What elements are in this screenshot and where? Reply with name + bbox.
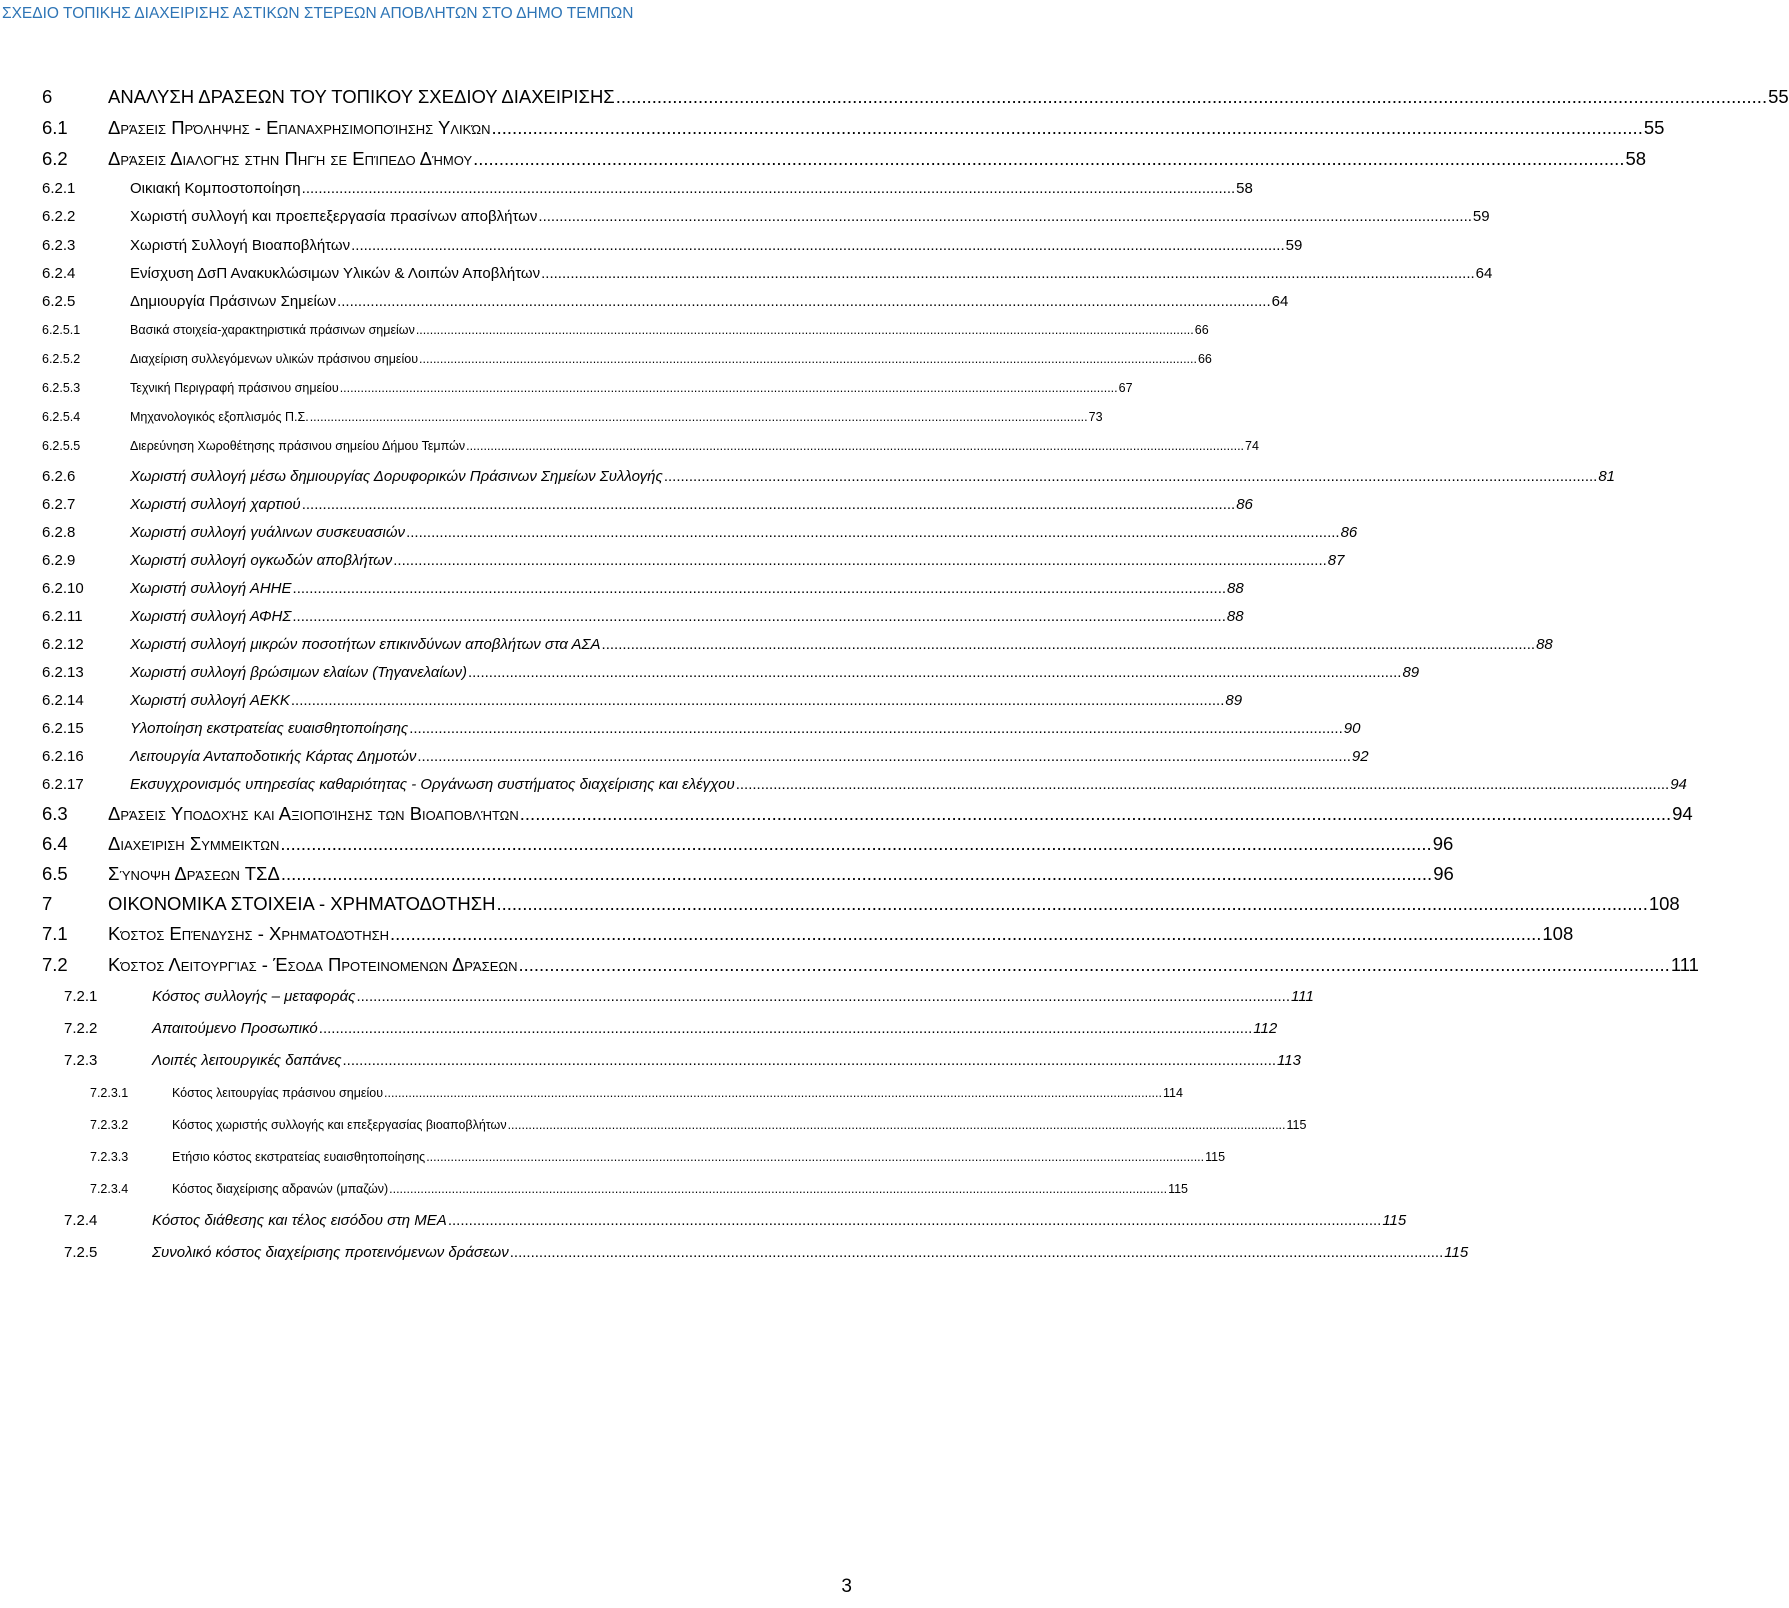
toc-entry[interactable] bbox=[42, 410, 1103, 432]
toc-title: Χωριστή συλλογή γυάλινων συσκευασιών bbox=[130, 524, 406, 541]
toc-number: 6.2.5 bbox=[42, 293, 76, 310]
toc-entry[interactable] bbox=[64, 1244, 1469, 1268]
toc-page: 59 bbox=[1472, 208, 1490, 225]
toc-title: Διαχείριση Συμμεικτων bbox=[108, 833, 280, 854]
toc-entry[interactable] bbox=[64, 1212, 1407, 1236]
toc-number: 7.2.5 bbox=[64, 1244, 98, 1261]
toc-page: 96 bbox=[1432, 833, 1454, 854]
toc-page: 88 bbox=[1227, 580, 1244, 597]
toc-number: 6.2.17 bbox=[42, 776, 84, 793]
toc-page: 115 bbox=[1286, 1118, 1307, 1132]
toc-number: 7.2.1 bbox=[64, 988, 98, 1005]
toc-page: 89 bbox=[1225, 692, 1243, 709]
toc-number: 6.2.13 bbox=[42, 664, 84, 681]
toc-page: 94 bbox=[1672, 803, 1693, 824]
toc-entry[interactable] bbox=[42, 352, 1212, 374]
toc-leader bbox=[416, 323, 1194, 337]
toc-page: 66 bbox=[1197, 352, 1212, 366]
toc-page: 88 bbox=[1226, 608, 1244, 625]
toc-leader bbox=[520, 803, 1671, 825]
toc-number: 6.2 bbox=[42, 148, 68, 169]
toc-number: 7.2.4 bbox=[64, 1212, 98, 1229]
toc-number: 7.2 bbox=[42, 954, 68, 975]
toc-number: 6.2.9 bbox=[42, 552, 76, 569]
toc-entry[interactable] bbox=[42, 923, 1574, 949]
toc-number: 6.5 bbox=[42, 863, 68, 884]
toc-leader bbox=[409, 720, 1343, 737]
toc-leader bbox=[417, 748, 1351, 765]
toc-entry[interactable] bbox=[90, 1182, 1189, 1204]
toc-leader bbox=[473, 148, 1624, 170]
toc-title: Απαιτούμενο Προσωπικό bbox=[152, 1020, 318, 1037]
toc-number: 7.2.2 bbox=[64, 1020, 98, 1037]
toc-title: Δράσεις Υποδοχής και Αξιοποίησης των Βιοαποβλήτων bbox=[108, 803, 519, 824]
toc-page: 58 bbox=[1625, 148, 1647, 169]
toc-leader bbox=[492, 117, 1643, 139]
toc-title: Συνολικό κόστος διαχείρισης προτεινόμενων δράσεων bbox=[152, 1244, 509, 1261]
toc-entry[interactable] bbox=[42, 954, 1699, 980]
toc-entry[interactable] bbox=[90, 1086, 1183, 1108]
toc-leader bbox=[340, 381, 1118, 395]
toc-leader bbox=[664, 468, 1598, 485]
toc-page: 86 bbox=[1236, 496, 1253, 513]
toc-page: 115 bbox=[1444, 1244, 1469, 1261]
toc-title: Λειτουργία Ανταποδοτικής Κάρτας Δημοτών bbox=[130, 748, 417, 765]
toc-page: 55 bbox=[1768, 86, 1789, 107]
toc-leader bbox=[389, 1182, 1167, 1196]
toc-title: Κόστος Λειτουργίας - Έσοδα Προτεινομενων Δράσεων bbox=[108, 954, 518, 975]
toc-number: 6.2.5.4 bbox=[42, 410, 81, 424]
toc-title: Κόστος λειτουργίας πράσινου σημείου bbox=[172, 1086, 384, 1100]
toc-title: Δράσεις Πρόληψης - Επαναχρησιμοποίησης Υλικών bbox=[108, 117, 491, 138]
toc-page: 96 bbox=[1433, 863, 1454, 884]
toc-leader bbox=[736, 776, 1670, 793]
toc-title: Λοιπές λειτουργικές δαπάνες bbox=[152, 1052, 342, 1069]
toc-number: 6.2.4 bbox=[42, 265, 76, 282]
toc-title: Κόστος Επένδυσης - Χρηματοδότηση bbox=[108, 923, 390, 944]
toc-page: 108 bbox=[1648, 893, 1680, 914]
toc-number: 7.2.3.2 bbox=[90, 1118, 129, 1132]
toc-page: 73 bbox=[1088, 410, 1103, 424]
toc-title: ΑΝΑΛΥΣΗ ΔΡΑΣΕΩΝ ΤΟΥ ΤΟΠΙΚΟΥ ΣΧΕΔΙΟΥ ΔΙΑΧΕΙΡΙΣΗΣ bbox=[108, 86, 615, 107]
toc-entry[interactable] bbox=[42, 180, 1253, 204]
toc-title: Υλοποίηση εκστρατείας ευαισθητοποίησης bbox=[130, 720, 409, 737]
toc-number: 7.2.3.1 bbox=[90, 1086, 129, 1100]
toc-page: 111 bbox=[1670, 954, 1699, 975]
toc-number: 6.2.16 bbox=[42, 748, 84, 765]
toc-page: 94 bbox=[1670, 776, 1687, 793]
toc-number: 6.2.10 bbox=[42, 580, 84, 597]
toc-title: ΟΙΚΟΝΟΜΙΚΑ ΣΤΟΙΧΕΙΑ - ΧΡΗΜΑΤΟΔΟΤΗΣΗ bbox=[108, 893, 496, 914]
toc-page: 64 bbox=[1271, 293, 1289, 310]
toc-number: 6.2.14 bbox=[42, 692, 84, 709]
toc-title: Κόστος διαχείρισης αδρανών (μπαζών) bbox=[172, 1182, 389, 1196]
toc-page: 90 bbox=[1343, 720, 1361, 737]
toc-entry[interactable] bbox=[90, 1118, 1307, 1140]
toc-page: 88 bbox=[1536, 636, 1553, 653]
toc-entry[interactable] bbox=[42, 893, 1680, 919]
toc-title: Χωριστή συλλογή ΑΗΗΕ bbox=[130, 580, 292, 597]
toc-number: 6.2.15 bbox=[42, 720, 84, 737]
toc-entry[interactable] bbox=[42, 664, 1420, 688]
toc-leader bbox=[468, 664, 1402, 681]
toc-title: Δράσεις Διαλογής στην Πηγή σε Επίπεδο Δήμου bbox=[108, 148, 473, 169]
toc-entry[interactable] bbox=[42, 608, 1244, 632]
toc-leader bbox=[384, 1086, 1162, 1100]
toc-title: Χωριστή συλλογή ΑΦΗΣ bbox=[130, 608, 292, 625]
toc-leader bbox=[356, 988, 1290, 1005]
toc-number: 6.2.1 bbox=[42, 180, 76, 197]
toc-leader bbox=[310, 410, 1088, 424]
toc-page: 89 bbox=[1402, 664, 1420, 681]
toc-title: Οικιακή Κομποστοποίηση bbox=[130, 180, 301, 197]
toc-number: 6.2.5.3 bbox=[42, 381, 81, 395]
toc-title: Χωριστή συλλογή μέσω δημιουργίας Δορυφορικών Πράσινων Σημείων Συλλογής bbox=[130, 468, 663, 485]
page-number: 3 bbox=[841, 1576, 852, 1597]
toc-entry[interactable] bbox=[42, 580, 1244, 604]
toc-title: Χωριστή συλλογή και προεπεξεργασία πρασίνων αποβλήτων bbox=[130, 208, 538, 225]
toc-entry[interactable] bbox=[64, 1052, 1301, 1076]
toc-leader bbox=[302, 180, 1236, 197]
toc-number: 6.2.2 bbox=[42, 208, 76, 225]
toc-number: 6.2.8 bbox=[42, 524, 76, 541]
toc-entry[interactable] bbox=[42, 237, 1303, 261]
toc-entry[interactable] bbox=[42, 803, 1693, 829]
toc-page: 92 bbox=[1351, 748, 1369, 765]
toc-leader bbox=[406, 524, 1340, 541]
toc-page: 59 bbox=[1285, 237, 1303, 254]
toc-page: 87 bbox=[1327, 552, 1345, 569]
toc-entry[interactable] bbox=[42, 692, 1243, 716]
toc-number: 6.2.5.1 bbox=[42, 323, 81, 337]
toc-leader bbox=[448, 1212, 1382, 1229]
toc-title: Χωριστή συλλογή ΑΕΚΚ bbox=[130, 692, 290, 709]
toc-title: Τεχνική Περιγραφή πράσινου σημείου bbox=[130, 381, 339, 395]
toc-leader bbox=[291, 692, 1225, 709]
toc-entry[interactable] bbox=[64, 1020, 1278, 1044]
toc-leader bbox=[602, 636, 1536, 653]
toc-title: Ετήσιο κόστος εκστρατείας ευαισθητοποίησης bbox=[172, 1150, 426, 1164]
toc-title: Διερεύνηση Χωροθέτησης πράσινου σημείου Δήμου Τεμπών bbox=[130, 439, 466, 453]
toc-entry[interactable] bbox=[42, 776, 1687, 800]
toc-leader bbox=[510, 1244, 1444, 1261]
toc-title: Κόστος συλλογής – μεταφοράς bbox=[152, 988, 356, 1005]
toc-number: 6.2.5.2 bbox=[42, 352, 81, 366]
toc-number: 6.2.7 bbox=[42, 496, 76, 513]
toc-number: 6.3 bbox=[42, 803, 68, 824]
toc-page: 67 bbox=[1118, 381, 1133, 395]
toc-page: 55 bbox=[1643, 117, 1665, 138]
toc-leader bbox=[393, 552, 1327, 569]
toc-title: Βασικά στοιχεία-χαρακτηριστικά πράσινων σημείων bbox=[130, 323, 415, 337]
toc-leader bbox=[419, 352, 1197, 366]
toc-leader bbox=[337, 293, 1271, 310]
toc-number: 6 bbox=[42, 86, 53, 107]
toc-title: Κόστος χωριστής συλλογής και επεξεργασίας βιοαποβλήτων bbox=[172, 1118, 507, 1132]
toc-leader bbox=[281, 863, 1432, 885]
toc-leader bbox=[426, 1150, 1204, 1164]
toc-entry[interactable] bbox=[42, 381, 1133, 403]
toc-title: Κόστος διάθεσης και τέλος εισόδου στη ΜΕΑ bbox=[152, 1212, 447, 1229]
toc-leader bbox=[508, 1118, 1286, 1132]
toc-title: Διαχείριση συλλεγόμενων υλικών πράσινου σημείου bbox=[130, 352, 419, 366]
toc-leader bbox=[497, 893, 1648, 915]
toc-number: 6.2.11 bbox=[42, 608, 83, 625]
toc-page: 58 bbox=[1236, 180, 1253, 197]
toc-number: 7.2.3.3 bbox=[90, 1150, 129, 1164]
toc-page: 86 bbox=[1340, 524, 1358, 541]
toc-title: Σύνοψη Δράσεων ΤΣΔ bbox=[108, 863, 280, 884]
toc-entry[interactable] bbox=[42, 208, 1490, 232]
toc-entry[interactable] bbox=[42, 552, 1345, 576]
toc-entry[interactable] bbox=[42, 293, 1289, 317]
toc-number: 6.2.3 bbox=[42, 237, 76, 254]
toc-leader bbox=[390, 923, 1541, 945]
toc-entry[interactable] bbox=[42, 748, 1369, 772]
toc-title: Χωριστή συλλογή μικρών ποσοτήτων επικινδύνων αποβλήτων στα ΑΣΑ bbox=[130, 636, 601, 653]
toc-title: Εκσυγχρονισμός υπηρεσίας καθαριότητας - Οργάνωση συστήματος διαχείρισης και ελέγχου bbox=[130, 776, 735, 793]
toc-page: 81 bbox=[1598, 468, 1616, 485]
toc-title: Χωριστή συλλογή βρώσιμων ελαίων (Τηγανελαίων) bbox=[130, 664, 467, 681]
toc-page: 111 bbox=[1290, 988, 1314, 1005]
toc-entry[interactable] bbox=[64, 988, 1314, 1012]
toc-page: 74 bbox=[1245, 439, 1259, 453]
toc-leader bbox=[541, 265, 1475, 282]
document-header: ΣΧΕΔΙΟ ΤΟΠΙΚΗΣ ΔΙΑΧΕΙΡΙΣΗΣ ΑΣΤΙΚΩΝ ΣΤΕΡΕΩΝ ΑΠΟΒΛΗΤΩΝ ΣΤΟ ΔΗΜΟ ΤΕΜΠΩΝ bbox=[2, 5, 634, 22]
toc-number: 6.2.5.5 bbox=[42, 439, 81, 453]
toc-leader bbox=[616, 86, 1767, 108]
toc-number: 7 bbox=[42, 893, 53, 914]
toc-entry[interactable] bbox=[42, 86, 1789, 112]
toc-page: 114 bbox=[1162, 1086, 1183, 1100]
toc-entry[interactable] bbox=[42, 468, 1616, 492]
toc-entry[interactable] bbox=[42, 863, 1454, 889]
toc-title: Χωριστή συλλογή ογκωδών αποβλήτων bbox=[130, 552, 393, 569]
toc-entry[interactable] bbox=[42, 833, 1454, 859]
toc-entry[interactable] bbox=[42, 148, 1647, 174]
toc-leader bbox=[319, 1020, 1253, 1037]
toc-entry[interactable] bbox=[42, 524, 1358, 548]
toc-page: 64 bbox=[1475, 265, 1493, 282]
toc-leader bbox=[302, 496, 1236, 513]
toc-entry[interactable] bbox=[90, 1150, 1226, 1172]
toc-entry[interactable] bbox=[42, 496, 1253, 520]
toc-number: 7.2.3 bbox=[64, 1052, 98, 1069]
toc-title: Ενίσχυση ΔσΠ Ανακυκλώσιμων Υλικών & Λοιπών Αποβλήτων bbox=[130, 265, 541, 282]
toc-title: Δημιουργία Πράσινων Σημείων bbox=[130, 293, 337, 310]
toc-number: 6.2.6 bbox=[42, 468, 76, 485]
toc-number: 7.1 bbox=[42, 923, 68, 944]
toc-leader bbox=[292, 608, 1226, 625]
toc-page: 108 bbox=[1542, 923, 1574, 944]
toc-page: 115 bbox=[1382, 1212, 1407, 1229]
toc-entry[interactable] bbox=[42, 117, 1665, 143]
toc-entry[interactable] bbox=[42, 439, 1259, 461]
toc-leader bbox=[293, 580, 1227, 597]
toc-page: 113 bbox=[1277, 1052, 1301, 1069]
toc-leader bbox=[343, 1052, 1277, 1069]
toc-number: 6.2.12 bbox=[42, 636, 84, 653]
toc-entry[interactable] bbox=[42, 265, 1493, 289]
toc-number: 6.4 bbox=[42, 833, 68, 854]
toc-leader bbox=[280, 833, 1431, 855]
toc-leader bbox=[518, 954, 1669, 976]
toc-page: 66 bbox=[1194, 323, 1209, 337]
toc-title: Χωριστή συλλογή χαρτιού bbox=[130, 496, 301, 513]
toc-entry[interactable] bbox=[42, 720, 1361, 744]
toc-number: 6.1 bbox=[42, 117, 68, 138]
toc-leader bbox=[351, 237, 1285, 254]
toc-title: Χωριστή Συλλογή Βιοαποβλήτων bbox=[130, 237, 351, 254]
toc-entry[interactable] bbox=[42, 636, 1553, 660]
toc-number: 7.2.3.4 bbox=[90, 1182, 129, 1196]
toc-page: 115 bbox=[1168, 1182, 1189, 1196]
toc-title: Μηχανολογικός εξοπλισμός Π.Σ. bbox=[130, 410, 309, 424]
toc-page: 115 bbox=[1205, 1150, 1226, 1164]
toc-leader bbox=[466, 439, 1244, 453]
toc-entry[interactable] bbox=[42, 323, 1209, 345]
toc-page: 112 bbox=[1253, 1020, 1278, 1037]
toc-leader bbox=[538, 208, 1472, 225]
